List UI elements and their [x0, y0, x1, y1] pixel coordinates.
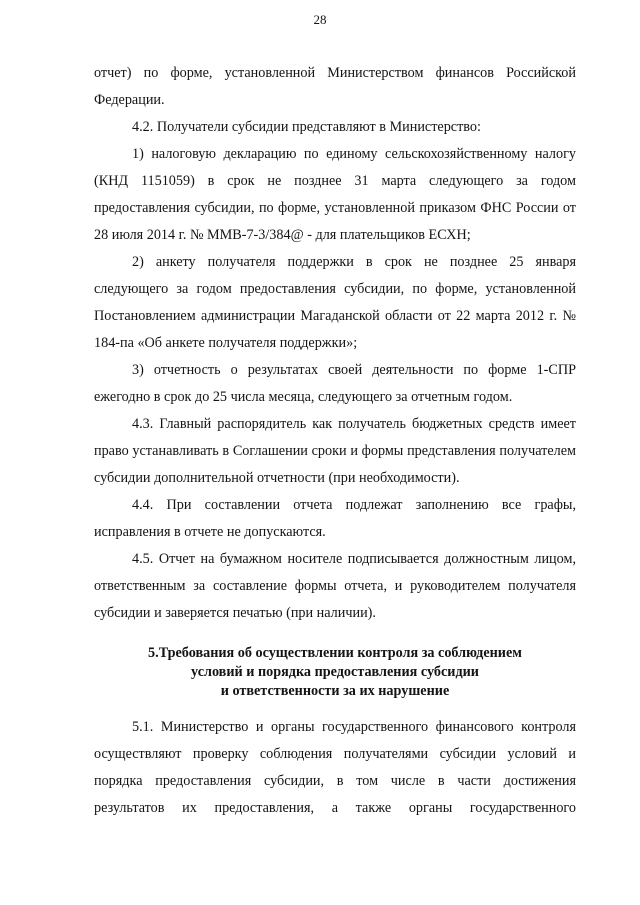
section-heading-line-3: и ответственности за их нарушение — [220, 683, 450, 699]
paragraph-4-4: 4.4. При составлении отчета подлежат заполнению все графы, исправления в отчете не допускаются. — [94, 497, 576, 540]
section-body — [94, 714, 576, 822]
section-heading — [94, 644, 576, 701]
section-heading-line-2: условий и порядка предоставления субсидии — [191, 664, 479, 680]
section-heading-line-1: 5.Требования об осуществлении контроля за соблюдением — [148, 645, 522, 661]
paragraph-item-1: 1) налоговую декларацию по единому сельскохозяйственному налогу (КНД 1151059) в срок не позднее 31 марта следующего за годом предоставления субсидии, по форме, установленной приказом ФНС России от 28 июля 2014 г. № ММВ-7-3/384@ - для плательщиков ЕСХН; — [94, 146, 576, 243]
paragraph-item-2: 2) анкету получателя поддержки в срок не позднее 25 января следующего за годом предоставления субсидии, по форме, установленной Постановлением администрации Магаданской области от 22 марта 2012 г. № 184-па «Об анкете получателя поддержки»; — [94, 254, 576, 351]
document-body — [94, 60, 576, 627]
paragraph-continuation: отчет) по форме, установленной Министерством финансов Российской Федерации. — [94, 65, 576, 108]
paragraph-item-3: 3) отчетность о результатах своей деятельности по форме 1-СПР ежегодно в срок до 25 числа месяца, следующего за отчетным годом. — [94, 362, 576, 405]
paragraph-4-3: 4.3. Главный распорядитель как получатель бюджетных средств имеет право устанавливать в Соглашении сроки и формы представления получателем субсидии дополнительной отчетности (при необходимости). — [94, 416, 576, 486]
page-number: 28 — [313, 12, 327, 27]
paragraph-4-5: 4.5. Отчет на бумажном носителе подписывается должностным лицом, ответственным за составление формы отчета, и руководителем получателя субсидии и заверяется печатью (при наличии). — [94, 551, 576, 621]
paragraph-5-1: 5.1. Министерство и органы государственного финансового контроля осуществляют проверку соблюдения получателями субсидии условий и порядка предоставления субсидии, в том числе в части достижения результатов их предоставления, а также органы государственного — [94, 719, 576, 816]
paragraph-4-2: 4.2. Получатели субсидии представляют в Министерство: — [132, 119, 481, 135]
